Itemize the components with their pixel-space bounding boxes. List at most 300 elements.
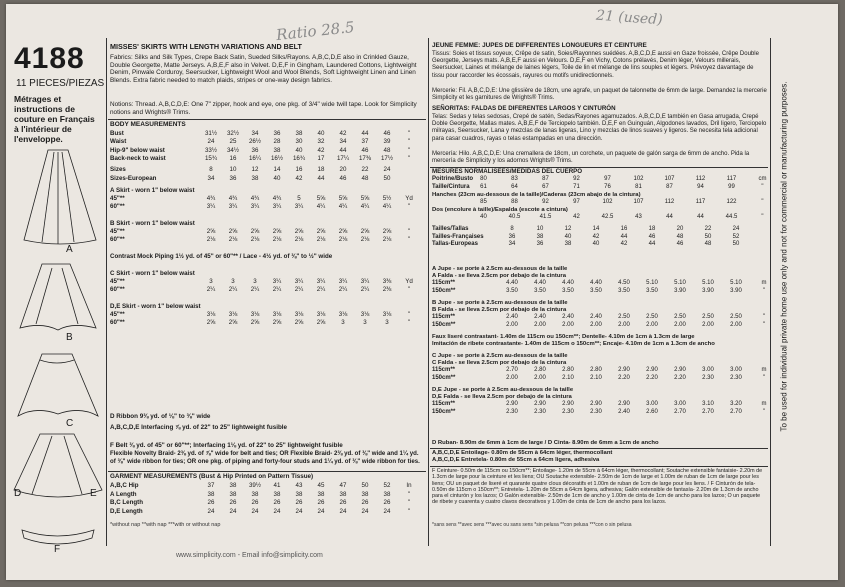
table-cell: 42 <box>620 241 628 247</box>
table-cell: 2⅛ <box>338 236 348 243</box>
table-cell: 50 <box>704 233 712 240</box>
column-divider <box>428 38 429 546</box>
table-row <box>432 241 778 247</box>
table-cell: 18 <box>317 166 325 174</box>
row-label: 150cm** <box>432 408 456 415</box>
table-cell: 2.20 <box>674 374 686 381</box>
row-label: 60"** <box>110 236 125 243</box>
yardage-section-title: C Skirt - worn 1" below waist <box>110 270 195 277</box>
table-cell: 2.80 <box>534 367 546 373</box>
table-cell: 2.00 <box>534 321 546 328</box>
table-cell: 38 <box>251 490 259 498</box>
row-label: 45"** <box>110 311 125 318</box>
table-cell: 16¾ <box>292 154 306 162</box>
table-cell: 87 <box>666 184 673 190</box>
table-cell: 87 <box>542 176 549 182</box>
table-cell: 2.50 <box>618 314 630 320</box>
table-cell: 3 <box>231 278 235 285</box>
table-cell: 4¼ <box>316 203 326 210</box>
table-cell: 5 <box>297 195 301 202</box>
table-cell: 36 <box>508 233 516 240</box>
table-row <box>110 228 420 235</box>
table-cell: " <box>762 321 766 328</box>
table-cell: 2⅝ <box>338 228 348 235</box>
table-cell: 2⅝ <box>250 228 260 235</box>
table-cell: 4.40 <box>562 280 574 286</box>
table-cell: 2¼ <box>294 286 304 293</box>
table-cell: 4.40 <box>506 280 518 286</box>
table-cell: 4.50 <box>618 280 630 286</box>
garment-measurements-title: GARMENT MEASUREMENTS (Bust & Hip Printed on Pattern Tissue) <box>110 473 314 480</box>
table-cell: 3⅛ <box>228 311 238 318</box>
row-label: B,C Length <box>110 499 143 506</box>
table-cell: 4¾ <box>272 195 282 202</box>
table-cell: 42 <box>295 174 303 182</box>
row-label: 115cm** <box>432 280 456 286</box>
table-cell: 40 <box>273 174 281 182</box>
english-footnotes: *without nap **with nap ***with or without nap <box>110 522 221 528</box>
row-label: Sizes-European <box>110 174 157 182</box>
table-cell: 36 <box>273 130 281 137</box>
table-cell: 3.90 <box>702 287 714 294</box>
table-cell: 2.30 <box>730 374 742 381</box>
table-cell: 3¼ <box>250 203 260 210</box>
table-cell: 2.40 <box>506 314 518 320</box>
table-row <box>432 367 778 373</box>
table-cell: 102 <box>633 176 644 182</box>
table-cell: " <box>407 236 411 243</box>
view-label-e: E <box>90 488 97 499</box>
table-cell: 5⅝ <box>360 195 370 202</box>
table-cell: 67 <box>542 184 549 190</box>
table-cell: 26 <box>229 499 237 506</box>
table-cell: 4¼ <box>360 203 370 210</box>
table-cell: 38 <box>295 130 303 137</box>
divider <box>108 119 426 120</box>
metrage-section-title-es: Imitación de ribete contrastante- 1.40m de 115cm o 150cm**; Encaje- 4.10m de 1cm a 1.3cm de ancho <box>432 341 715 347</box>
table-cell: 92 <box>542 199 549 205</box>
spanish-title: SEÑORITAS: FALDAS DE DIFERENTES LARGOS Y CINTURÓN <box>432 105 616 112</box>
table-cell: 2.50 <box>730 314 742 320</box>
table-cell: 3.50 <box>646 287 658 294</box>
table-cell: " <box>407 138 411 146</box>
skirt-de-drawing <box>14 434 102 497</box>
table-cell: 2.30 <box>590 408 602 415</box>
table-cell: 102 <box>602 199 613 205</box>
table-row <box>432 288 778 294</box>
table-cell: 26 <box>383 499 391 506</box>
table-cell: 2.00 <box>534 374 546 381</box>
braid-text: Flexible Novelty Braid- 2⅜ yd. of ⅞" wide for belt and ties; OR Flexible Braid- 2⅜ yd. of ⅜" wide and 1¼ yd. of ⅜" wide ribbon for ties; OR one pkg. of piping and forty-four studs and 1¼ yd. of ⅜" wide ribbon for ties. <box>110 450 420 465</box>
table-cell: 24 <box>383 166 391 174</box>
table-cell: 3¼ <box>338 278 348 285</box>
table-cell: 3 <box>363 319 367 326</box>
table-cell: 14 <box>273 166 281 174</box>
table-cell: 38 <box>361 490 369 498</box>
table-cell: 48 <box>361 174 369 182</box>
table-cell: 40 <box>295 146 303 154</box>
table-cell: 50 <box>361 482 369 489</box>
metrage-section-title-es: D,E Falda - se lleva 2.5cm por debajo de la cintura <box>432 394 572 400</box>
table-cell: 45 <box>317 482 325 489</box>
row-label: 115cm** <box>432 401 456 407</box>
belt-f-drawing <box>22 530 94 544</box>
row-label: 150cm** <box>432 321 456 328</box>
handwritten-note-2: 21 (used) <box>595 7 664 29</box>
table-cell: 31½ <box>204 130 218 137</box>
table-cell: 2.00 <box>646 321 658 328</box>
table-cell: 42 <box>339 130 347 137</box>
table-row <box>110 195 420 202</box>
skirt-drawings <box>12 144 108 564</box>
table-cell: 4.40 <box>590 280 602 286</box>
table-cell: " <box>407 203 411 210</box>
table-cell: 40 <box>564 233 572 240</box>
table-cell: 34½ <box>226 146 240 154</box>
fabrics-text: Fabrics: Silks and Silk Types, Crepe Back Satin, Sueded Silks/Rayons. A,B,C,D,E also in Crinkled Gauze, Double Georgette, Matte Jerseys. A,B,E,F also in Velvet. D,E,F in Gingham, Laundered Cottons, Lightweight Denim, Pinwale Corduroy, Seersucker, Lightweight Wool and Wool Blends, Soft Lightweight Linen and Linen Blends. Extra fabric needed to match plaids, stripes or one-way design fabrics. <box>110 54 417 84</box>
row-label <box>432 199 468 205</box>
table-cell: 2.70 <box>674 408 686 415</box>
table-cell: 92 <box>573 176 580 182</box>
table-cell: 2⅛ <box>272 236 282 243</box>
table-cell: 3.00 <box>646 401 658 407</box>
table-cell: 3.50 <box>590 287 602 294</box>
table-cell: 5⅝ <box>316 195 326 202</box>
table-cell: 24 <box>207 138 215 146</box>
table-row <box>110 311 420 318</box>
table-cell: 3¼ <box>272 203 282 210</box>
table-cell: 5.10 <box>702 280 714 286</box>
table-cell: " <box>407 490 411 498</box>
table-cell: 24 <box>229 507 237 515</box>
table-cell: 26 <box>317 499 325 506</box>
table-cell: 34 <box>339 138 347 146</box>
table-cell: 32½ <box>226 130 240 137</box>
table-cell: 17 <box>317 154 325 162</box>
row-label: Poitrine/Busto <box>432 176 474 182</box>
table-row <box>110 236 420 243</box>
metrage-section-title: A Jupe - se porte à 2.5cm au-dessous de la taille <box>432 266 568 272</box>
table-cell: 2.10 <box>590 374 602 381</box>
table-cell: 4¾ <box>206 195 216 202</box>
table-cell: 42 <box>592 233 600 240</box>
table-row <box>110 482 420 489</box>
table-cell: 34 <box>508 241 516 247</box>
table-cell: 2.20 <box>646 374 658 381</box>
row-label: Back-neck to waist <box>110 154 166 162</box>
table-cell: " <box>762 314 766 320</box>
handwritten-note: Ratio 28.5 <box>275 17 356 45</box>
table-cell: 33½ <box>204 146 218 154</box>
table-cell: 40 <box>480 214 487 220</box>
table-cell: 2.00 <box>702 321 714 328</box>
entoilage-text: A,B,C,D,E Entoilage- 0.80m de 55cm à 64cm léger, thermocollant <box>432 450 613 456</box>
table-cell: 2.80 <box>590 367 602 373</box>
table-cell: 5½ <box>382 195 392 202</box>
table-cell: 50 <box>732 241 740 247</box>
table-row <box>110 130 420 137</box>
table-cell: 16 <box>620 226 628 232</box>
table-cell: 16 <box>295 166 303 174</box>
table-cell: 4¾ <box>250 195 260 202</box>
table-row <box>110 175 420 182</box>
table-cell: 94 <box>697 184 704 190</box>
table-cell: " <box>407 146 411 154</box>
table-cell: 38 <box>536 233 544 240</box>
table-cell: 117 <box>726 176 737 182</box>
table-cell: 17¼ <box>336 154 350 162</box>
table-cell: 2⅝ <box>228 319 238 326</box>
table-cell: 2.40 <box>534 314 546 320</box>
table-cell: 2.70 <box>506 367 518 373</box>
row-label: 115cm** <box>432 314 456 320</box>
table-cell: 24 <box>383 507 391 515</box>
table-cell: 34 <box>207 174 215 182</box>
table-cell: 26 <box>361 499 369 506</box>
table-cell: 41 <box>273 482 281 489</box>
table-cell: 3 <box>209 278 213 285</box>
row-label: 60"** <box>110 203 125 210</box>
table-cell: 2¼ <box>360 286 370 293</box>
table-cell: " <box>762 374 766 381</box>
table-cell: 10 <box>229 166 237 174</box>
table-cell: 18 <box>648 226 656 232</box>
table-cell: 3.00 <box>702 367 714 373</box>
table-cell: 2.90 <box>590 401 602 407</box>
table-cell: 46 <box>383 130 391 137</box>
table-cell: 38 <box>229 482 237 489</box>
table-cell: 44 <box>361 130 369 137</box>
table-cell: cm <box>758 176 767 182</box>
entretela-text: A,B,C,D,E Entretela- 0.80m de 55cm a 64cm ligera, adhesiva <box>432 457 600 463</box>
table-cell: 44 <box>317 174 325 182</box>
table-cell: " <box>762 408 766 415</box>
table-cell: 2⅛ <box>228 236 238 243</box>
metrage-section-title: D,E Jupe - se porte à 2.5cm au-dessous de la taille <box>432 387 574 393</box>
footer-url: www.simplicity.com - Email info@simplicity.com <box>176 552 323 559</box>
table-cell: 38 <box>295 490 303 498</box>
table-cell: " <box>407 130 411 137</box>
table-cell: " <box>407 311 411 318</box>
table-cell: 3.90 <box>674 287 686 294</box>
metrage-section-title: C Jupe - se porte à 2.5cm au-dessous de la taille <box>432 353 568 359</box>
table-cell: 2.00 <box>506 321 518 328</box>
table-cell: 2.70 <box>730 408 742 415</box>
table-cell: 3⅛ <box>250 311 260 318</box>
english-title: MISSES' SKIRTS WITH LENGTH VARIATIONS AND BELT <box>110 42 302 51</box>
metrage-section-title: Faux liseré contrastant- 1.40m de 115cm ou 150cm**; Dentelle- 4.10m de 1cm à 1.3cm de large <box>432 334 695 340</box>
table-cell <box>398 175 420 182</box>
table-cell: m <box>761 367 767 373</box>
table-row <box>110 138 420 145</box>
table-cell: 2.30 <box>562 408 574 415</box>
table-cell: 2⅛ <box>360 236 370 243</box>
table-cell: 2⅝ <box>316 228 326 235</box>
table-cell: 3¼ <box>228 203 238 210</box>
table-cell: 2.00 <box>674 321 686 328</box>
metrage-section-title: B Jupe - se porte à 2.5cm au-dessous de la taille <box>432 300 568 306</box>
table-row <box>432 322 778 328</box>
table-cell: 26 <box>339 499 347 506</box>
metrage-section-title-es: A Falda - se lleva 2.5cm por debajo de la cintura <box>432 273 567 279</box>
table-cell: 3 <box>385 319 389 326</box>
table-cell: 2⅝ <box>206 319 216 326</box>
divider <box>430 466 768 467</box>
table-cell: 5⅝ <box>338 195 348 202</box>
table-cell: 52 <box>732 233 740 240</box>
table-cell: 2.90 <box>506 401 518 407</box>
metrage-section-title-es: B Falda - se lleva 2.5cm por debajo de la cintura <box>432 307 567 313</box>
table-cell: 24 <box>273 507 281 515</box>
divider <box>108 471 426 472</box>
row-label: 45"** <box>110 195 125 202</box>
table-row <box>110 319 420 326</box>
table-cell: 12 <box>251 166 259 174</box>
table-cell: 26 <box>207 499 215 506</box>
pieces-count: 11 PIECES/PIEZAS <box>16 78 105 89</box>
table-cell: 112 <box>664 199 675 205</box>
table-cell: 43 <box>635 214 642 220</box>
table-row <box>432 234 778 240</box>
table-cell: 16¼ <box>248 154 262 162</box>
row-label: Sizes <box>110 166 126 174</box>
table-cell: 24 <box>339 507 347 515</box>
table-cell: 3.90 <box>730 287 742 294</box>
table-cell: 38 <box>207 490 215 498</box>
table-cell: 2.20 <box>618 374 630 381</box>
table-cell: Yd <box>405 195 413 202</box>
table-cell: 24 <box>251 507 259 515</box>
table-cell: 3¼ <box>206 203 216 210</box>
table-row <box>432 409 778 415</box>
table-cell: 2.50 <box>702 314 714 320</box>
row-label: 60"** <box>110 286 125 293</box>
table-cell: 40.5 <box>508 214 521 220</box>
table-cell: 40 <box>592 241 600 247</box>
table-cell: 2⅝ <box>294 228 304 235</box>
table-cell: 2⅝ <box>272 319 282 326</box>
table-cell: 44 <box>339 146 347 154</box>
view-label-a: A <box>66 244 73 255</box>
table-cell: 2⅝ <box>206 228 216 235</box>
table-cell: 44 <box>697 214 704 220</box>
table-row <box>432 226 778 232</box>
pattern-envelope-back <box>6 4 838 580</box>
table-row <box>432 184 778 190</box>
table-cell: In <box>406 482 412 489</box>
table-cell: 14 <box>592 226 600 232</box>
table-cell: 30 <box>295 138 303 146</box>
table-cell: 3⅛ <box>316 311 326 318</box>
view-label-c: C <box>66 418 74 429</box>
table-cell: 4¼ <box>338 203 348 210</box>
ribbon-text: D Ribbon 9⅜ yd. of ⅛" to ⅜" wide <box>110 413 211 420</box>
table-cell: 97 <box>573 199 580 205</box>
yardage-section-title: A Skirt - worn 1" below waist <box>110 187 195 194</box>
table-cell: 46 <box>676 241 684 247</box>
table-cell: 26 <box>251 499 259 506</box>
table-cell: 122 <box>726 199 737 205</box>
table-cell: " <box>761 184 764 190</box>
table-cell: 46 <box>648 233 656 240</box>
table-cell: 2.00 <box>730 321 742 328</box>
table-cell: 2¼ <box>272 286 282 293</box>
table-cell: 2⅝ <box>228 228 238 235</box>
table-cell: 3.50 <box>562 287 574 294</box>
table-cell: 3.20 <box>730 401 742 407</box>
table-cell: 2.00 <box>590 321 602 328</box>
table-cell: 2.30 <box>702 374 714 381</box>
table-cell: 42 <box>317 146 325 154</box>
ceinture-text: F Ceinture- 0.50m de 115cm ou 150cm**; Entoilage- 1.20m de 55cm à 64cm léger, thermocollant; Soutache extensible fantaisie- 2.20m de 1.3cm de large pour la ceinture et les liens; OU Soutache extensible- 2.50m de 1cm de large et 1.00m de ruban de 1cm de large pour les liens; OU un paquet de liseré et quarante quatre clous décoratifs et 1.00m de ruban de 1cm de large pour les liens. / F Cinturón de tela- 0.50m de 115cm o 150cm**; Entretela- 1.20m de 55cm a 64cm ligera, adhesiva; Galón extensible de fantasía- 2.20m de 1.3cm de ancho para el cinturón y los lazos; O Galón extensible- 2.50m de 1cm de ancho y 1.00m de cinta de 1cm de ancho para los lazos; O un paquete de ribete y cuarenta y cuatro clavos decorativos y 1.00m de cinta de 1cm de ancho para los lazos. <box>432 468 763 506</box>
table-cell: 22 <box>361 166 369 174</box>
table-cell: 40 <box>317 130 325 137</box>
table-cell: 38 <box>317 490 325 498</box>
table-cell: 4¼ <box>382 203 392 210</box>
table-cell: 22 <box>704 226 712 232</box>
table-cell: 2.30 <box>534 408 546 415</box>
table-cell: " <box>407 228 411 235</box>
tissus-text: Tissus: Soies et tissus soyeux, Crêpe de satin, Soies/Rayonnes suédées. A,B,C,D,E aussi en Gaze froissée, Crêpe Double Georgette, Jerseys mats. A,B,E,F aussi en Velours. D,E,F en Vichy, Cotons prélavés, Denim léger, Velours millerais, Seersucker, Laines et mélange de laines légers, Toile de lin et mélange de lins souples et légers. Prévoyez davantage de tissu pour raccorder les écossais, rayures ou motifs unidirectionnels. <box>432 51 759 79</box>
table-cell: 2⅝ <box>294 319 304 326</box>
table-cell: 3⅛ <box>272 311 282 318</box>
row-label: Waist <box>110 138 127 146</box>
table-cell: 24 <box>732 226 740 232</box>
usage-notice <box>774 32 792 492</box>
table-cell: 44 <box>620 233 628 240</box>
table-row <box>432 176 778 182</box>
table-cell: 10 <box>536 226 544 232</box>
table-cell: 3.00 <box>674 401 686 407</box>
table-cell: 3⅛ <box>206 311 216 318</box>
yardage-section-title: B Skirt - worn 1" below waist <box>110 220 195 227</box>
table-cell: 39 <box>383 138 391 146</box>
table-cell: 3⅛ <box>294 311 304 318</box>
table-cell: 26 <box>295 499 303 506</box>
table-cell: 42 <box>573 214 580 220</box>
table-cell: 112 <box>695 176 706 182</box>
table-cell: 2.80 <box>562 367 574 373</box>
table-cell: 2.50 <box>646 314 658 320</box>
row-label: 45"** <box>110 278 125 285</box>
table-cell: 38 <box>229 490 237 498</box>
row-label: Hip-9" below waist <box>110 146 165 154</box>
table-cell: 8 <box>510 226 514 232</box>
telas-text: Telas: Sedas y telas sedosas, Crepé de satén, Sedas/Rayones agamuzados. A,B,C,D,E también en Gasa arrugada, Crepé Doble Georgette, Mallas mates. A,B,E,F de Terciopelo también. D,E,F en Guinguán, Algodones lavados, Dril ligero, Terciopelo milrayas, Seersucker, Lana y mezclas de lanas ligeras, Lino y mezclas de linos suaves y ligeros. Se necesita tela adicional para casar cuadros, rayas o telas estampadas en una dirección. <box>432 114 767 142</box>
table-cell: 28 <box>273 138 281 146</box>
table-cell: 3⅛ <box>360 311 370 318</box>
table-cell: 107 <box>633 199 644 205</box>
row-label: 45"** <box>110 228 125 235</box>
table-cell: 5.10 <box>646 280 658 286</box>
table-cell: 38 <box>273 490 281 498</box>
table-cell: 38 <box>339 490 347 498</box>
table-cell: 20 <box>339 166 347 174</box>
table-cell: 61 <box>480 184 487 190</box>
table-cell: 76 <box>604 184 611 190</box>
table-cell: 46 <box>339 174 347 182</box>
table-cell: 48 <box>383 146 391 154</box>
table-cell: 2⅛ <box>250 236 260 243</box>
table-cell: 64 <box>511 184 518 190</box>
table-cell: 41.5 <box>539 214 552 220</box>
table-cell: 3.10 <box>702 401 714 407</box>
table-cell: 26½ <box>248 138 262 146</box>
table-cell: 25 <box>229 138 237 146</box>
table-cell <box>398 166 420 173</box>
table-cell: 2.10 <box>562 374 574 381</box>
table-cell <box>750 234 778 240</box>
